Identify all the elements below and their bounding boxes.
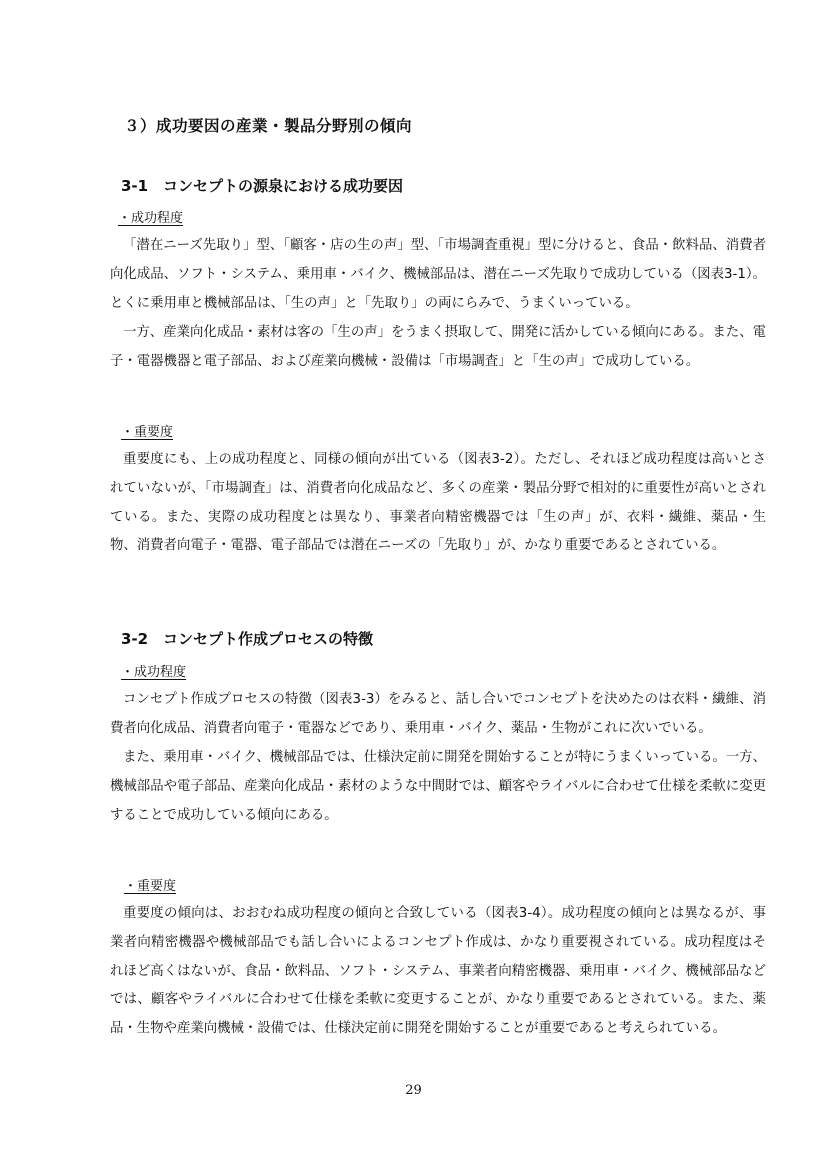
paragraph-3-2-success-2: また、乗用車・バイク、機械部品では、仕様決定前に開発を開始することが特にうまくいっている。一方、機械部品や電子部品、産業向化成品・素材のような中間財では、顧客やライバルに合わせて仕様を柔軟に変更することで成功している傾向にある。 (110, 750, 766, 823)
subsection-title: コンセプト作成プロセスの特徴 (163, 630, 374, 648)
paragraph-3-2-importance: 重要度の傾向は、おおむね成功程度の傾向と合致している（図表3-4）。成功程度の傾向とは異なるが、事業者向精密機器や機械部品でも話し合いによるコンセプト作成は、かなり重要視されている。成功程度はそれほど高くはないが、食品・飲料品、ソフト・システム、事業者向精密機器、乗用車・バイク、機械部品などでは、顧客やライバルに合わせて仕様を柔軟に変更することが、かなり重要であるとされている。また、薬品・生物や産業向機械・設備では、仕様決定前に開発を開始することが重要であると考えられている。 (110, 906, 766, 1037)
paragraph-3-1-success-2: 一方、産業向化成品・素材は客の「生の声」をうまく摂取して、開発に活かしている傾向にある。また、電子・電器機器と電子部品、および産業向機械・設備は「市場調査」と「生の声」で成功している。 (110, 325, 766, 369)
page-number: 29 (405, 1083, 422, 1098)
importance-label: ・重要度 (121, 425, 174, 440)
subsection-heading-3-1 (121, 175, 403, 196)
success-degree-label: ・成功程度 (118, 211, 184, 226)
importance-label: ・重要度 (124, 879, 177, 894)
subsection-number: 3-2 (121, 630, 149, 648)
subsection-title: コンセプトの源泉における成功要因 (163, 177, 404, 195)
section-heading: ３）成功要因の産業・製品分野別の傾向 (124, 117, 413, 135)
subsection-heading-3-2 (121, 628, 373, 649)
paragraph-3-2-success-1: コンセプト作成プロセスの特徴（図表3-3）をみると、話し合いでコンセプトを決めたのは衣料・繊維、消費者向化成品、消費者向電子・電器などであり、乗用車・バイク、薬品・生物がこれに次いでいる。 (110, 692, 766, 736)
success-degree-label: ・成功程度 (121, 665, 187, 680)
paragraph-3-1-success-1: 「潜在ニーズ先取り」型、「顧客・店の生の声」型、「市場調査重視」型に分けると、食品・飲料品、消費者向化成品、ソフト・システム、乗用車・バイク、機械部品は、潜在ニーズ先取りで成功している（図表3-1）。とくに乗用車と機械部品は、「生の声」と「先取り」の両にらみで、うまくいっている。 (110, 238, 766, 311)
subsection-number: 3-1 (121, 177, 149, 195)
paragraph-3-1-importance: 重要度にも、上の成功程度と、同様の傾向が出ている（図表3-2）。ただし、それほど成功程度は高いとされていないが、「市場調査」は、消費者向化成品など、多くの産業・製品分野で相対的に重要性が高いとされている。また、実際の成功程度とは異なり、事業者向精密機器では「生の声」が、衣料・繊維、薬品・生物、消費者向電子・電器、電子部品では潜在ニーズの「先取り」が、かなり重要であるとされている。 (110, 452, 766, 554)
